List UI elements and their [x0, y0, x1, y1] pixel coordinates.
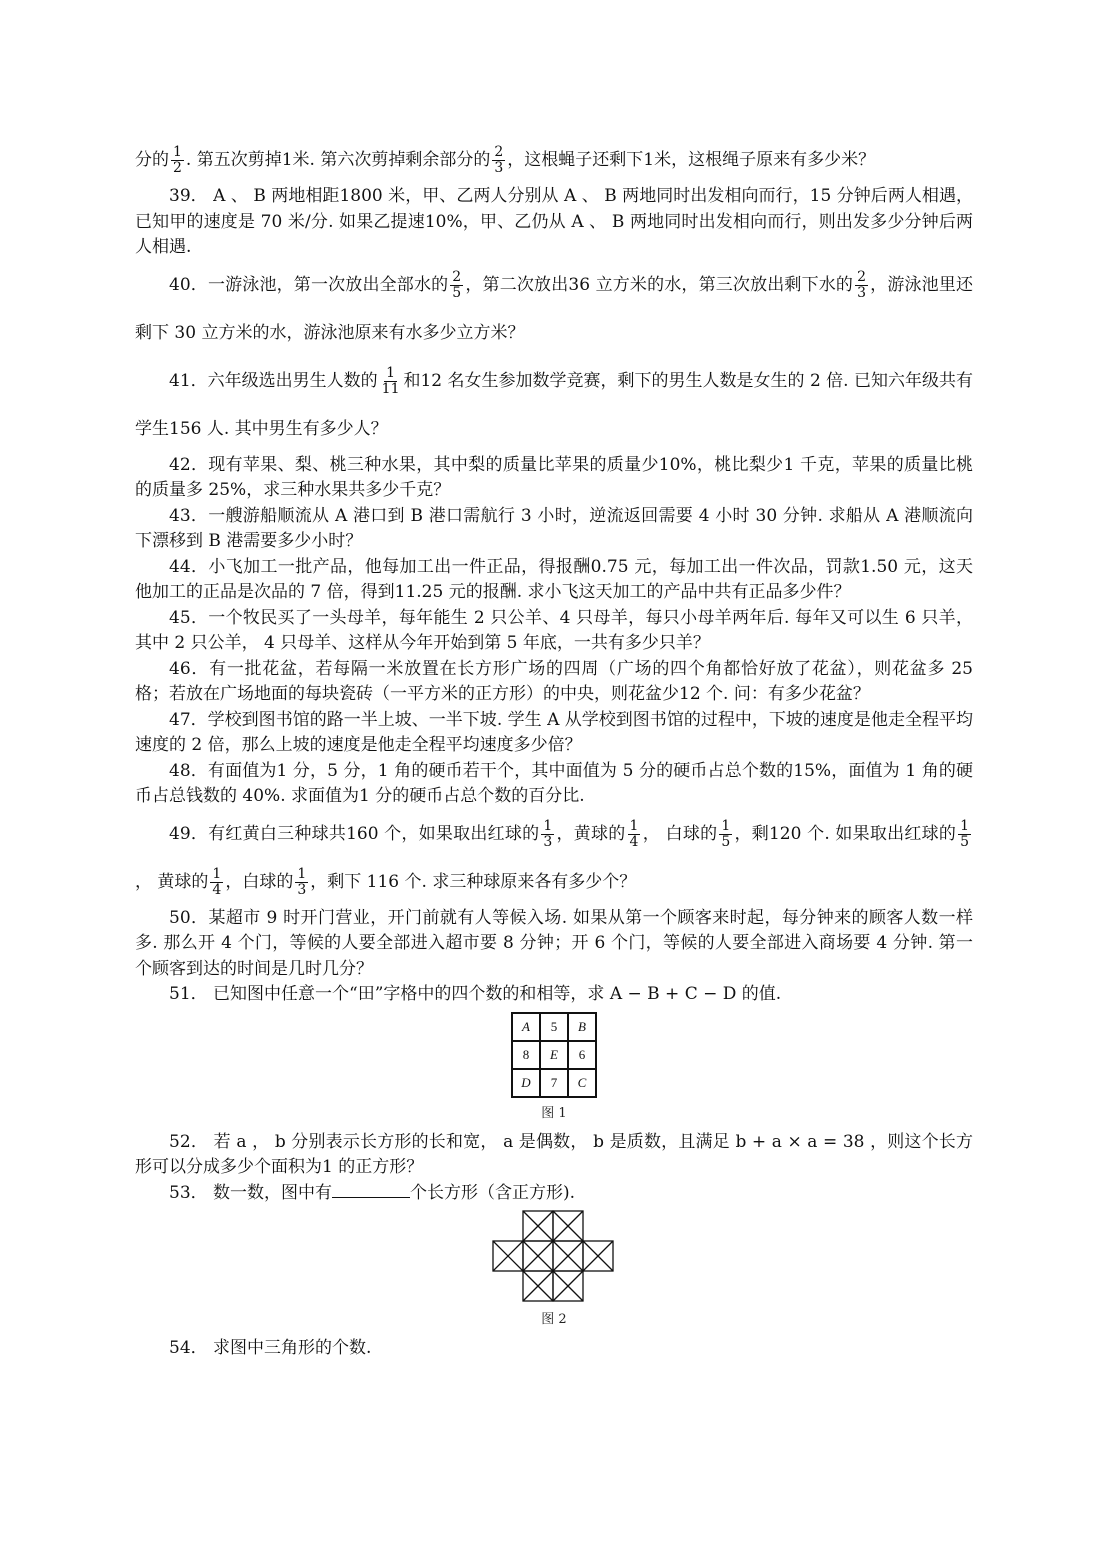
text: ， 白球的 [642, 823, 718, 844]
denominator: 5 [452, 284, 462, 301]
numerator: 2 [857, 268, 866, 285]
text: 41．六年级选出男生人数的 [169, 370, 378, 391]
problem-44: 44．小飞加工一批产品，他每加工出一件正品，得报酬0.75 元，每加工出一件次品，罚款1.50 元，这天他加工的正品是次品的 7 倍，得到11.25 元的报酬. 求小飞这天加工的产品中共有正品多少件？ [135, 556, 973, 602]
text: ，游泳池里还剩下 30 立方米的水，游泳池原来有水多少立方米？ [135, 274, 973, 343]
numerator: 1 [386, 364, 396, 381]
denominator: 4 [629, 833, 639, 850]
problem-list [135, 136, 973, 1362]
grid-cell: A [512, 1013, 540, 1041]
text: 分的 [135, 150, 169, 170]
fraction [958, 819, 971, 850]
text: . 第五次剪掉1米. 第六次剪掉剩余部分的 [185, 150, 491, 170]
figure-1-caption: 图 1 [541, 1105, 567, 1121]
problem-49 [135, 810, 973, 906]
answer-blank [332, 1181, 410, 1198]
fraction [450, 270, 463, 301]
denominator: 4 [212, 881, 222, 898]
numerator: 2 [452, 268, 462, 285]
fraction [295, 867, 308, 898]
grid-cell: B [568, 1013, 596, 1041]
numerator: 1 [629, 817, 639, 834]
problem-47: 47．学校到图书馆的路一半上坡、一半下坡. 学生 A 从学校到图书馆的过程中，下坡的速度是他走全程平均速度的 2 倍，那么上坡的速度是他走全程平均速度多少倍？ [135, 709, 973, 755]
numerator: 1 [173, 144, 182, 160]
fraction [210, 867, 223, 898]
text: 和12 名女生参加数学竞赛，剩下的男生人数是女生的 2 倍. 已知六年级共有学生156 人. 其中男生有多少人？ [135, 370, 973, 439]
problem-52: 52． 若 a ， b 分别表示长方形的长和宽， a 是偶数， b 是质数，且满足 b + a × a = 38 ，则这个长方形可以分成多少个面积为1 的正方形？ [135, 1131, 973, 1177]
number-grid [511, 1012, 597, 1098]
fraction [541, 819, 554, 850]
text: 个长方形（含正方形). [410, 1182, 576, 1203]
problem-50: 50．某超市 9 时开门营业，开门前就有人等候入场. 如果从第一个顾客来时起，每分钟来的顾客人数一样多. 那么开 4 个门，等候的人要全部进入超市要 8 分钟；开 6 个门，等候的人要全部进入商场要 4 分钟. 第一个顾客到达的时间是几时几分？ [135, 907, 973, 979]
grid-cell: 6 [568, 1041, 596, 1069]
text: ，这根蝇子还剩下1米，这根绳子原来有多少米？ [507, 150, 876, 170]
problem-51: 51． 已知图中任意一个“田”字格中的四个数的和相等，求 A − B + C − D 的值. [169, 984, 782, 1004]
problem-54: 54． 求图中三角形的个数. [169, 1338, 372, 1358]
numerator: 1 [960, 817, 970, 834]
figure-1 [135, 1012, 973, 1124]
text: 40．一游泳池，第一次放出全部水的 [169, 274, 449, 295]
fraction [380, 366, 402, 397]
fraction [719, 819, 732, 850]
denominator: 3 [857, 284, 866, 301]
figure-2 [135, 1210, 973, 1330]
grid-cell: D [512, 1069, 540, 1097]
figure-2-caption: 图 2 [541, 1312, 567, 1327]
cross-shaped-grid-figure [492, 1210, 616, 1304]
text: ，剩120 个. 如果取出红球的 [734, 823, 957, 844]
problem-40 [135, 261, 973, 357]
problem-43: 43．一艘游船顺流从 A 港口到 B 港口需航行 3 小时，逆流返回需要 4 小时 30 分钟. 求船从 A 港顺流向下漂移到 B 港需要多少小时？ [135, 505, 973, 551]
problem-53 [135, 1181, 973, 1207]
problem-39: 39． A 、 B 两地相距1800 米，甲、乙两人分别从 A 、 B 两地同时出发相向而行，15 分钟后两人相遇，已知甲的速度是 70 米/分. 如果乙提速10%，甲、乙仍从 A 、 B 两地同时出发相向而行，则出发多少分钟后两人相遇. [135, 186, 973, 257]
problem-42: 42．现有苹果、梨、桃三种水果，其中梨的质量比苹果的质量少10%，桃比梨少1 千克，苹果的质量比桃的质量多 25%，求三种水果共多少千克？ [135, 454, 973, 500]
fraction [855, 270, 868, 301]
text: ，黄球的 [556, 823, 626, 844]
denominator: 5 [960, 833, 970, 850]
fraction [628, 819, 641, 850]
grid-cell: 5 [540, 1013, 568, 1041]
numerator: 1 [721, 817, 731, 834]
text: 49．有红黄白三种球共160 个，如果取出红球的 [169, 823, 540, 844]
numerator: 1 [297, 865, 307, 882]
problem-41 [135, 357, 973, 453]
text: ，剩下 116 个. 求三种球原来各有多少个？ [310, 871, 637, 892]
grid-cell: 8 [512, 1041, 540, 1069]
numerator: 1 [212, 865, 222, 882]
problem-38-tail [135, 136, 973, 184]
problem-48: 48．有面值为1 分，5 分，1 角的硬币若干个，其中面值为 5 分的硬币占总个数的15%，面值为 1 角的硬币占总钱数的 40%. 求面值为1 分的硬币占总个数的百分比. [135, 760, 973, 806]
text: 53． 数一数，图中有 [169, 1182, 333, 1203]
fraction [171, 145, 184, 176]
denominator: 3 [543, 833, 553, 850]
numerator: 1 [543, 817, 553, 834]
grid-cell: 7 [540, 1069, 568, 1097]
numerator: 2 [494, 144, 504, 160]
denominator: 3 [494, 160, 504, 176]
text: ，白球的 [225, 871, 294, 892]
problem-46: 46．有一批花盆，若每隔一米放置在长方形广场的四周（广场的四个角都恰好放了花盆），则花盆多 25 格；若放在广场地面的每块瓷砖（一平方米的正方形）的中央，则花盆少12 个. 问：有多少花盆？ [135, 658, 973, 704]
denominator: 3 [297, 881, 307, 898]
denominator: 5 [721, 833, 731, 850]
fraction [492, 145, 505, 176]
problem-45: 45．一个牧民买了一头母羊，每年能生 2 只公羊、4 只母羊，每只小母羊两年后. 每年又可以生 6 只羊，其中 2 只公羊， 4 只母羊、这样从今年开始到第 5 年底，一共有多少只羊？ [135, 607, 973, 653]
grid-cell: E [540, 1041, 568, 1069]
text: ， 黄球的 [135, 871, 209, 892]
denominator: 2 [173, 160, 182, 176]
grid-cell: C [568, 1069, 596, 1097]
text: ，第二次放出36 立方米的水，第三次放出剩下水的 [465, 274, 854, 295]
denominator: 11 [381, 380, 400, 397]
